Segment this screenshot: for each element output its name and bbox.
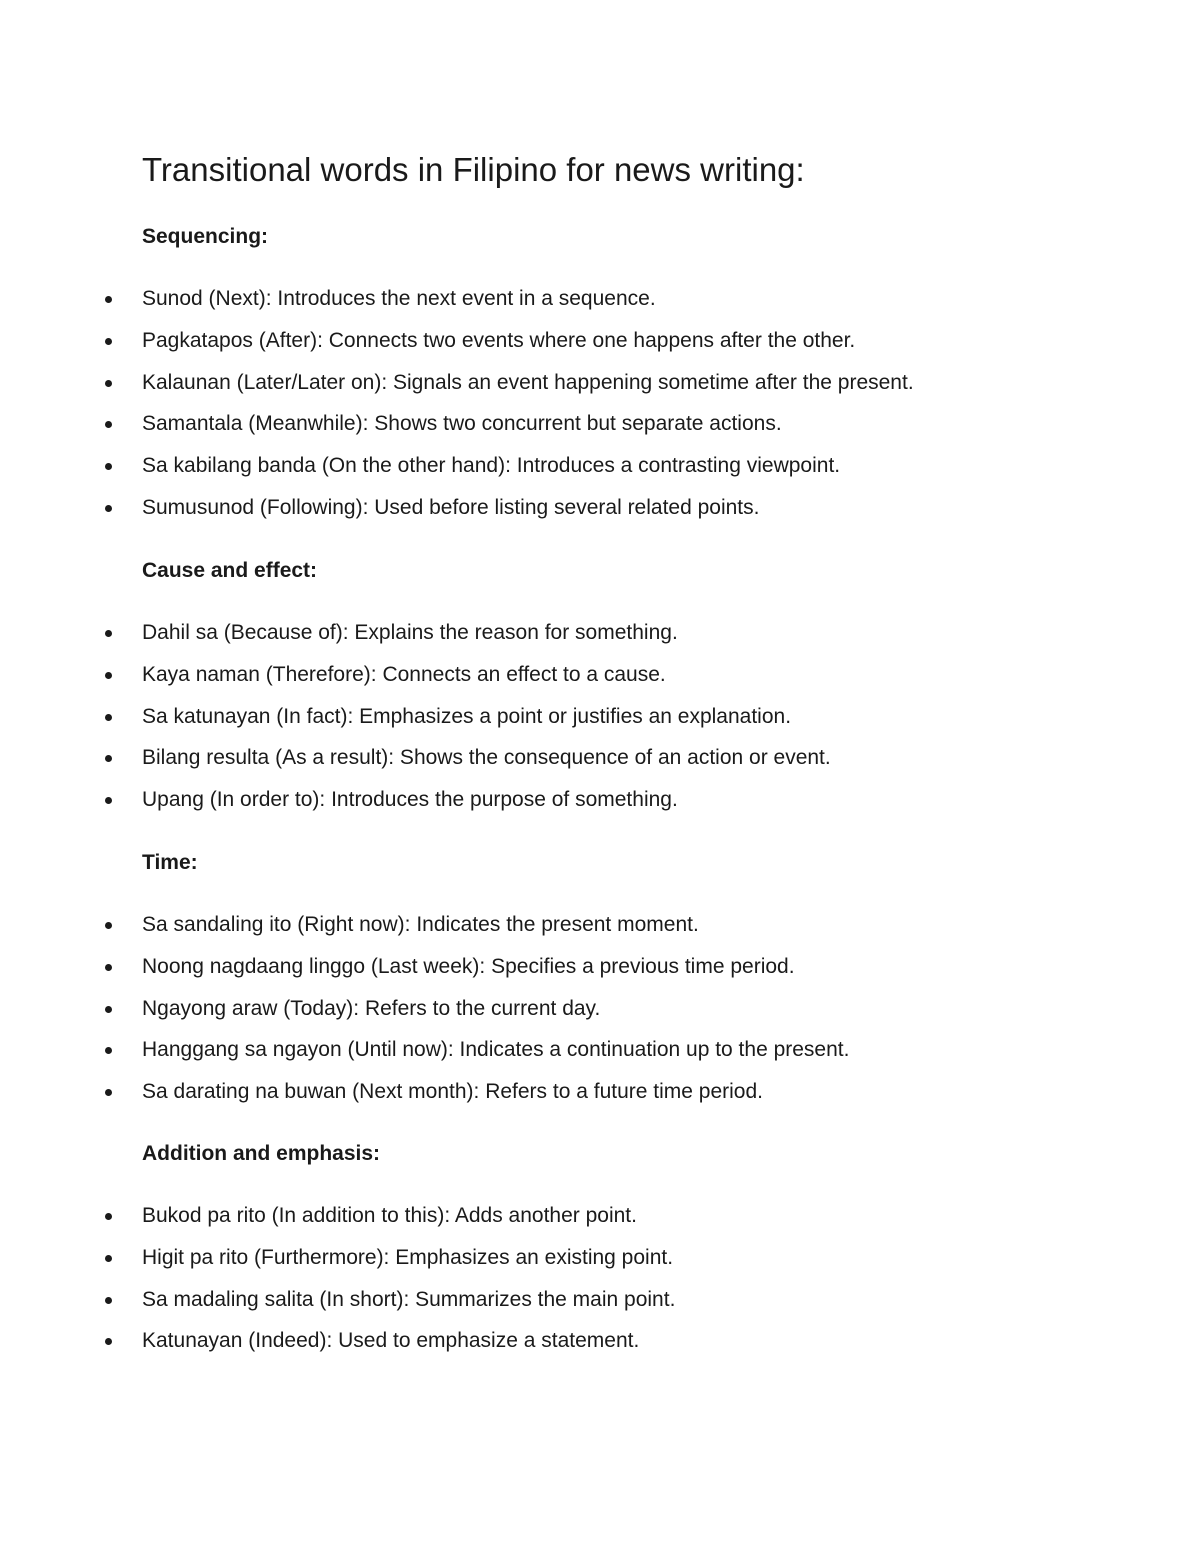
cause-and-effect-list <box>0 618 1200 827</box>
list-item <box>0 1035 1200 1077</box>
list-item <box>0 743 1200 785</box>
list-item-text: Katunayan (Indeed): Used to emphasize a statement. <box>142 1329 640 1353</box>
bullet-icon <box>105 672 112 679</box>
list-item-text: Higit pa rito (Furthermore): Emphasizes an existing point. <box>142 1245 674 1269</box>
list-item-text: Sa kabilang banda (On the other hand): Introduces a contrasting viewpoint. <box>142 454 841 478</box>
list-item-text: Kalaunan (Later/Later on): Signals an event happening sometime after the present. <box>142 370 914 394</box>
list-item <box>0 910 1200 952</box>
list-item <box>0 1243 1200 1285</box>
list-item-text: Sa madaling salita (In short): Summarizes the main point. <box>142 1287 676 1311</box>
bullet-icon <box>105 463 112 470</box>
section-heading-sequencing: Sequencing: <box>142 225 269 248</box>
section-heading-time: Time: <box>142 851 198 874</box>
bullet-icon <box>105 1213 112 1220</box>
list-item-text: Pagkatapos (After): Connects two events where one happens after the other. <box>142 328 856 352</box>
bullet-icon <box>105 1297 112 1304</box>
list-item-text: Noong nagdaang linggo (Last week): Specifies a previous time period. <box>142 954 795 978</box>
document-title: Transitional words in Filipino for news writing: <box>142 151 805 188</box>
list-item <box>0 493 1200 535</box>
list-item <box>0 660 1200 702</box>
sequencing-list <box>0 284 1200 535</box>
list-item <box>0 1285 1200 1327</box>
list-item <box>0 785 1200 827</box>
bullet-icon <box>105 296 112 303</box>
list-item-text: Ngayong araw (Today): Refers to the current day. <box>142 996 601 1020</box>
list-item-text: Bukod pa rito (In addition to this): Adds another point. <box>142 1204 637 1227</box>
bullet-icon <box>105 1255 112 1262</box>
bullet-icon <box>105 421 112 428</box>
list-item-text: Sa darating na buwan (Next month): Refers to a future time period. <box>142 1080 763 1104</box>
list-item-text: Sa sandaling ito (Right now): Indicates the present moment. <box>142 913 699 936</box>
list-item <box>0 368 1200 410</box>
bullet-icon <box>105 630 112 637</box>
list-item-text: Samantala (Meanwhile): Shows two concurrent but separate actions. <box>142 412 782 436</box>
list-item-text: Kaya naman (Therefore): Connects an effect to a cause. <box>142 662 666 686</box>
list-item-text: Sumusunod (Following): Used before listing several related points. <box>142 495 760 519</box>
time-list <box>0 910 1200 1119</box>
list-item <box>0 618 1200 660</box>
bullet-icon <box>105 1047 112 1054</box>
list-item-text: Upang (In order to): Introduces the purpose of something. <box>142 788 678 812</box>
bullet-icon <box>105 714 112 721</box>
bullet-icon <box>105 505 112 512</box>
list-item <box>0 284 1200 326</box>
list-item <box>0 409 1200 451</box>
list-item <box>0 702 1200 744</box>
list-item-text: Sunod (Next): Introduces the next event in a sequence. <box>142 287 656 310</box>
bullet-icon <box>105 1006 112 1013</box>
bullet-icon <box>105 797 112 804</box>
list-item <box>0 1201 1200 1243</box>
bullet-icon <box>105 1089 112 1096</box>
list-item-text: Hanggang sa ngayon (Until now): Indicates a continuation up to the present. <box>142 1038 850 1062</box>
bullet-icon <box>105 964 112 971</box>
section-heading-cause-and-effect: Cause and effect: <box>142 559 318 582</box>
list-item <box>0 994 1200 1036</box>
list-item-text: Bilang resulta (As a result): Shows the consequence of an action or event. <box>142 746 831 770</box>
addition-and-emphasis-list <box>0 1201 1200 1368</box>
list-item <box>0 1326 1200 1368</box>
bullet-icon <box>105 1338 112 1345</box>
bullet-icon <box>105 922 112 929</box>
list-item <box>0 952 1200 994</box>
bullet-icon <box>105 380 112 387</box>
section-heading-addition-and-emphasis: Addition and emphasis: <box>142 1142 381 1165</box>
bullet-icon <box>105 755 112 762</box>
bullet-icon <box>105 338 112 345</box>
list-item-text: Dahil sa (Because of): Explains the reason for something. <box>142 621 678 644</box>
list-item <box>0 326 1200 368</box>
list-item-text: Sa katunayan (In fact): Emphasizes a point or justifies an explanation. <box>142 704 792 728</box>
list-item <box>0 1077 1200 1119</box>
list-item <box>0 451 1200 493</box>
